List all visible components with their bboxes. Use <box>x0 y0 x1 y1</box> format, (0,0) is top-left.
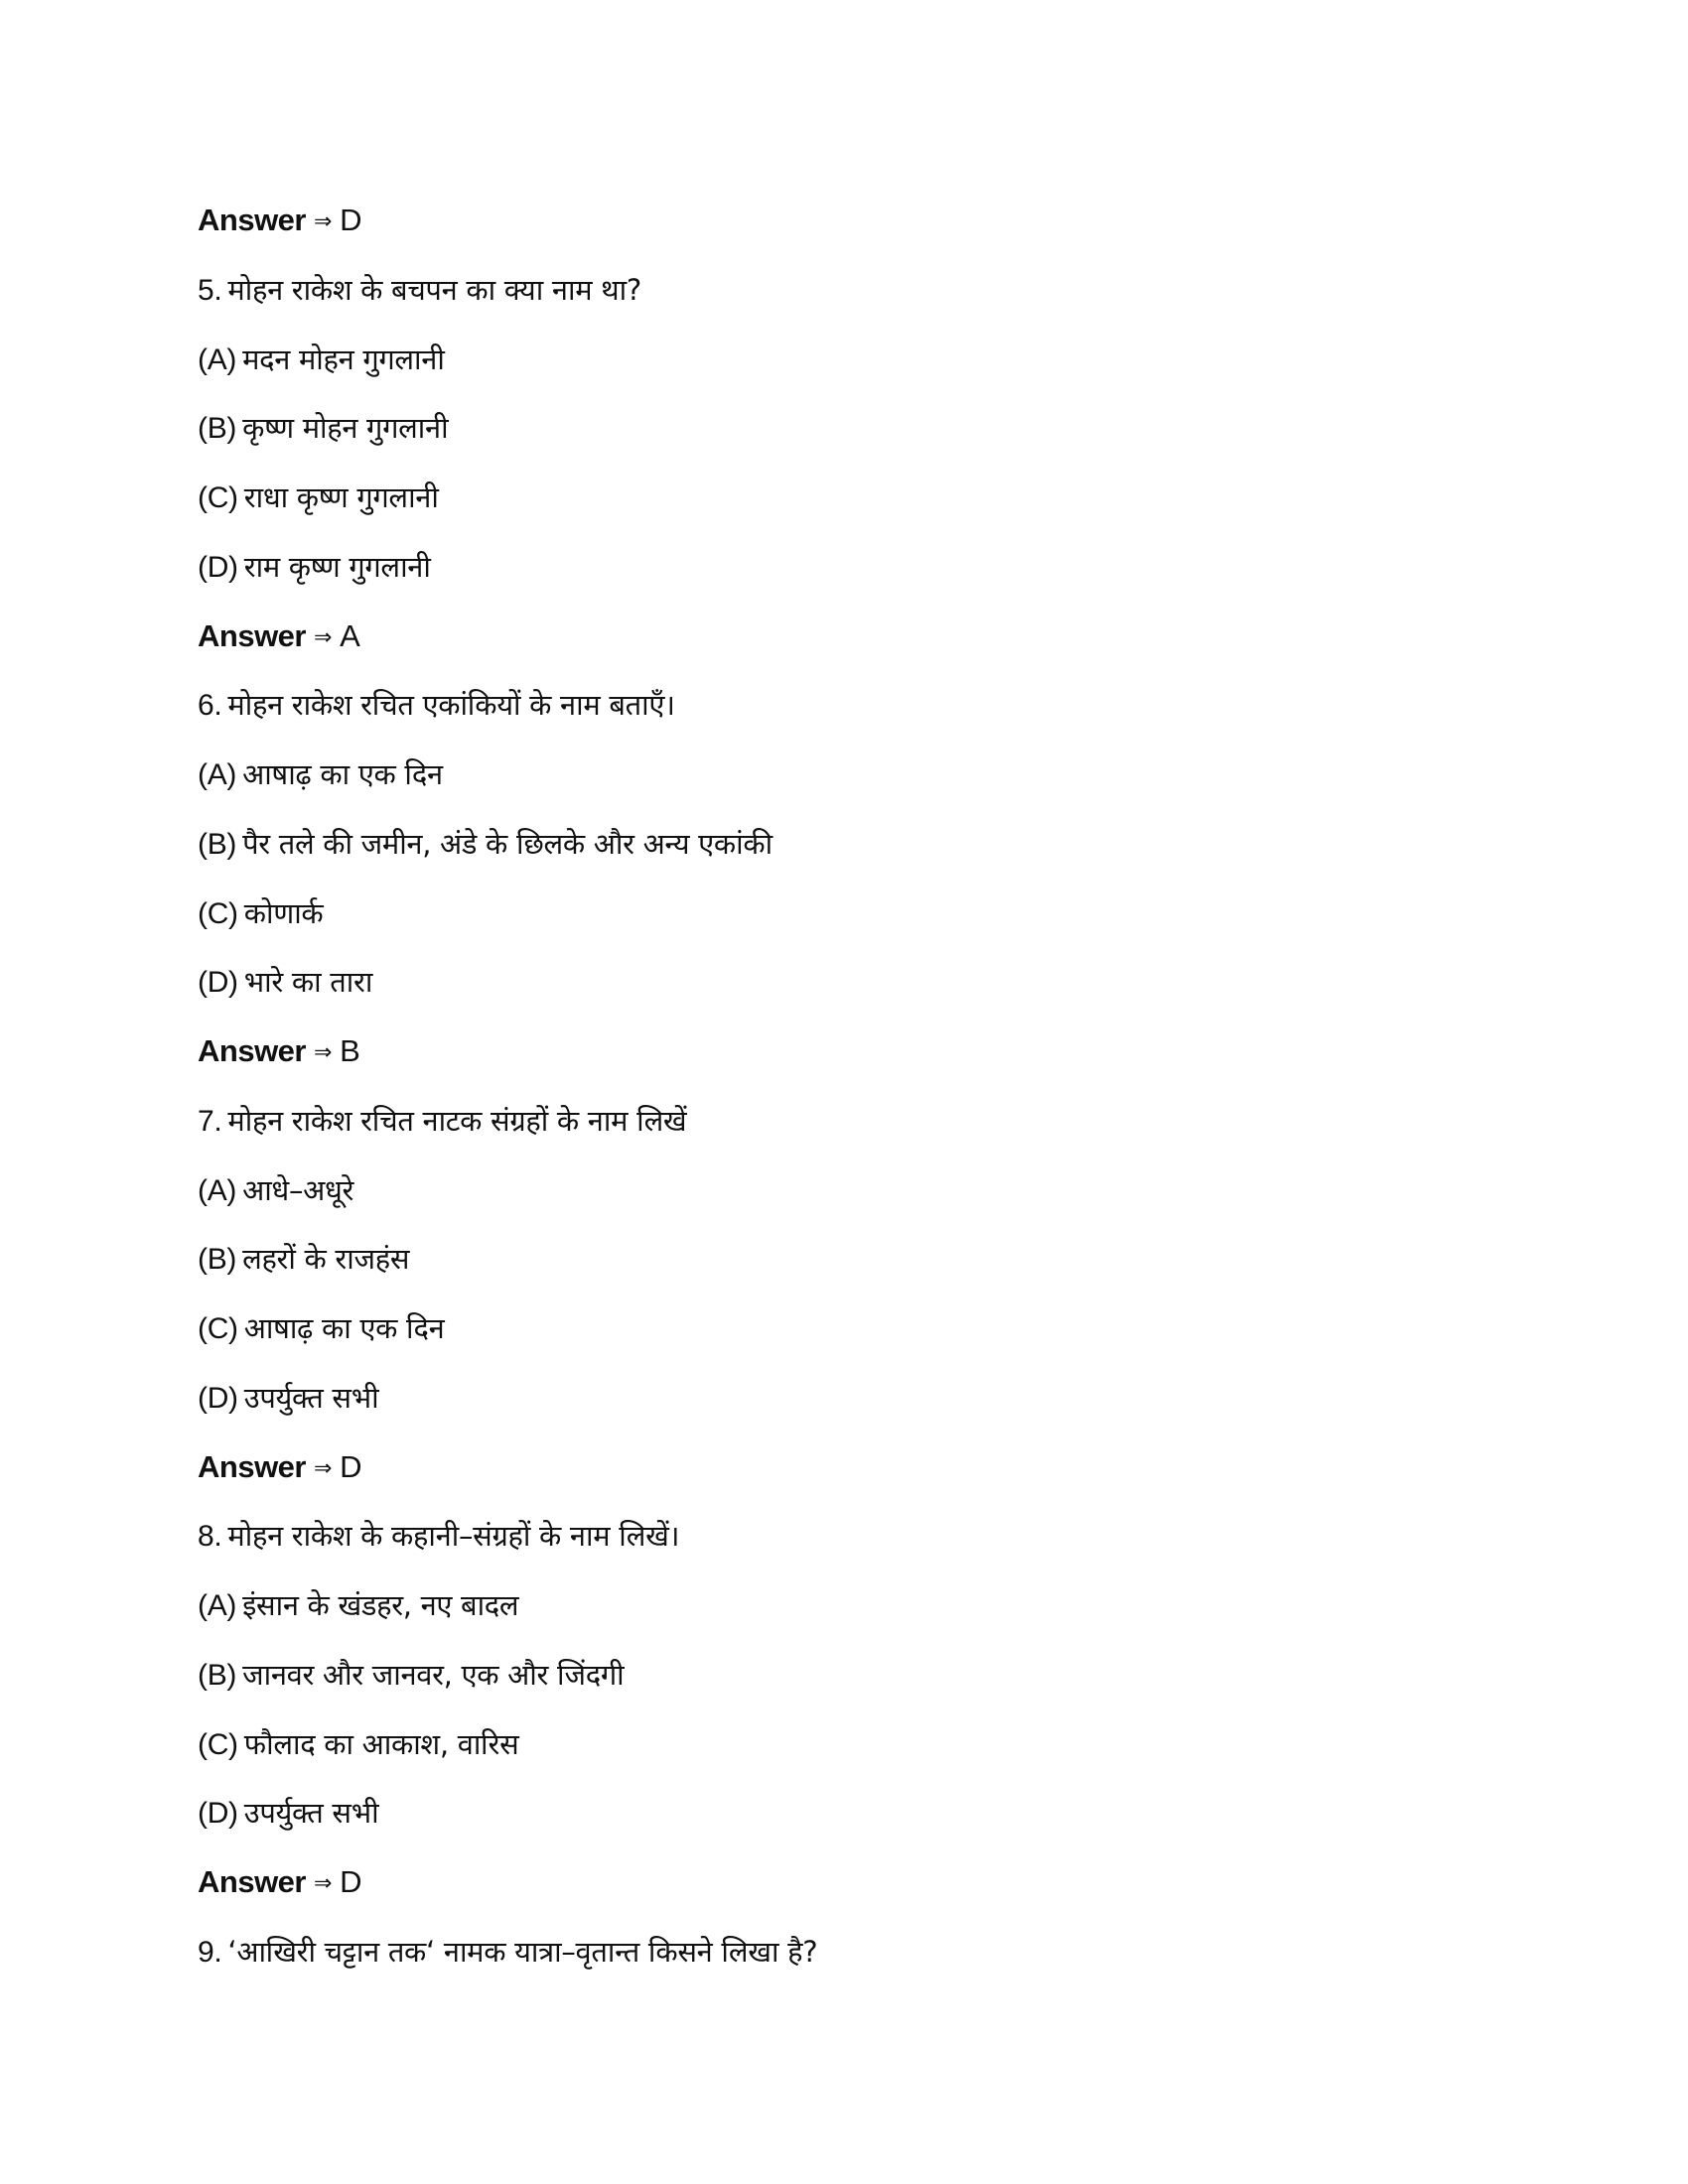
option-text: आधे–अधूरे <box>242 1172 354 1207</box>
option-letter: (A) <box>198 1173 237 1207</box>
option-b <box>198 816 1488 886</box>
option-d <box>198 1785 1488 1854</box>
option-letter: (D) <box>198 1381 238 1415</box>
answer-label: Answer <box>198 1448 306 1484</box>
question-number: 9. <box>198 1935 222 1969</box>
question-9 <box>198 1924 1488 1993</box>
option-text: फौलाद का आकाश, वारिस <box>243 1726 519 1761</box>
option-text: उपर्युक्त सभी <box>243 1380 379 1415</box>
answer-value: A <box>340 617 360 653</box>
option-letter: (A) <box>198 1589 237 1622</box>
option-letter: (C) <box>198 481 238 514</box>
document-page <box>198 193 1488 1993</box>
option-a <box>198 1577 1488 1647</box>
answer-value: D <box>340 203 362 237</box>
question-body: मोहन राकेश रचित नाटक संग्रहों के नाम लिखें <box>227 1103 687 1138</box>
answer-label: Answer <box>198 1864 306 1899</box>
option-text: जानवर और जानवर, एक और जिंदगी <box>242 1657 625 1692</box>
option-b <box>198 1647 1488 1716</box>
option-text: लहरों के राजहंस <box>242 1242 410 1277</box>
option-letter: (C) <box>198 1312 238 1345</box>
option-text: मदन मोहन गुगलानी <box>242 341 445 376</box>
option-text: कोणार्क <box>243 895 324 930</box>
question-text <box>198 1924 1488 1993</box>
option-c <box>198 886 1488 955</box>
implies-arrow-icon: ⇒ <box>313 209 333 234</box>
option-text: आषाढ़ का एक दिन <box>242 757 443 791</box>
option-letter: (D) <box>198 966 238 1000</box>
option-text: राम कृष्ण गुगलानी <box>243 549 431 584</box>
option-text: उपर्युक्त सभी <box>243 1796 379 1831</box>
option-letter: (C) <box>198 1727 238 1761</box>
implies-arrow-icon: ⇒ <box>313 624 333 650</box>
answer-value: D <box>340 1448 362 1484</box>
question-5 <box>198 262 1488 678</box>
option-text: इंसान के खंडहर, नए बादल <box>242 1588 519 1622</box>
answer-label: Answer <box>198 617 306 653</box>
question-number: 6. <box>198 689 222 723</box>
question-text <box>198 677 1488 747</box>
question-8 <box>198 1508 1488 1924</box>
option-text: पैर तले की जमीन, अंडे के छिलके और अन्य एकांकी <box>242 826 773 861</box>
option-letter: (A) <box>198 342 237 376</box>
option-b <box>198 1231 1488 1300</box>
implies-arrow-icon: ⇒ <box>313 1040 333 1065</box>
option-a <box>198 747 1488 816</box>
option-c <box>198 1300 1488 1370</box>
option-d <box>198 954 1488 1024</box>
option-text: भारे का तारा <box>243 965 373 1000</box>
option-letter: (B) <box>198 1658 237 1692</box>
question-7 <box>198 1093 1488 1509</box>
question-number: 8. <box>198 1520 222 1554</box>
option-letter: (D) <box>198 550 238 584</box>
option-a <box>198 1162 1488 1232</box>
option-a <box>198 332 1488 401</box>
question-body: मोहन राकेश के बचपन का क्या नाम था? <box>227 272 641 307</box>
answer-line <box>198 1439 1488 1509</box>
answer-value: D <box>340 1864 362 1899</box>
answer-line <box>198 1854 1488 1924</box>
question-text <box>198 1508 1488 1577</box>
question-text <box>198 262 1488 332</box>
answer-label: Answer <box>198 1033 306 1068</box>
answer-line <box>198 193 1488 262</box>
question-6 <box>198 677 1488 1093</box>
implies-arrow-icon: ⇒ <box>313 1871 333 1896</box>
option-c <box>198 1716 1488 1786</box>
answer-line <box>198 609 1488 678</box>
question-number: 7. <box>198 1104 222 1138</box>
question-text <box>198 1093 1488 1162</box>
question-number: 5. <box>198 273 222 307</box>
option-letter: (C) <box>198 896 238 930</box>
option-d <box>198 1370 1488 1439</box>
answer-label: Answer <box>198 203 306 237</box>
question-body: मोहन राकेश के कहानी–संग्रहों के नाम लिखें। <box>227 1519 680 1554</box>
option-text: कृष्ण मोहन गुगलानी <box>242 411 449 446</box>
implies-arrow-icon: ⇒ <box>313 1455 333 1481</box>
option-text: आषाढ़ का एक दिन <box>243 1311 445 1345</box>
answer-value: B <box>340 1033 360 1068</box>
question-body: मोहन राकेश रचित एकांकियों के नाम बताएँ। <box>227 688 675 723</box>
option-letter: (B) <box>198 412 237 446</box>
option-text: राधा कृष्ण गुगलानी <box>243 480 439 514</box>
answer-line <box>198 1024 1488 1093</box>
option-letter: (A) <box>198 758 237 791</box>
question-body: ‘आखिरी चट्टान तक‘ नामक यात्रा–वृतान्त किसने लिखा है? <box>227 1934 818 1969</box>
option-letter: (B) <box>198 827 237 861</box>
option-letter: (D) <box>198 1797 238 1831</box>
option-letter: (B) <box>198 1243 237 1277</box>
option-d <box>198 539 1488 609</box>
option-c <box>198 470 1488 539</box>
option-b <box>198 400 1488 470</box>
